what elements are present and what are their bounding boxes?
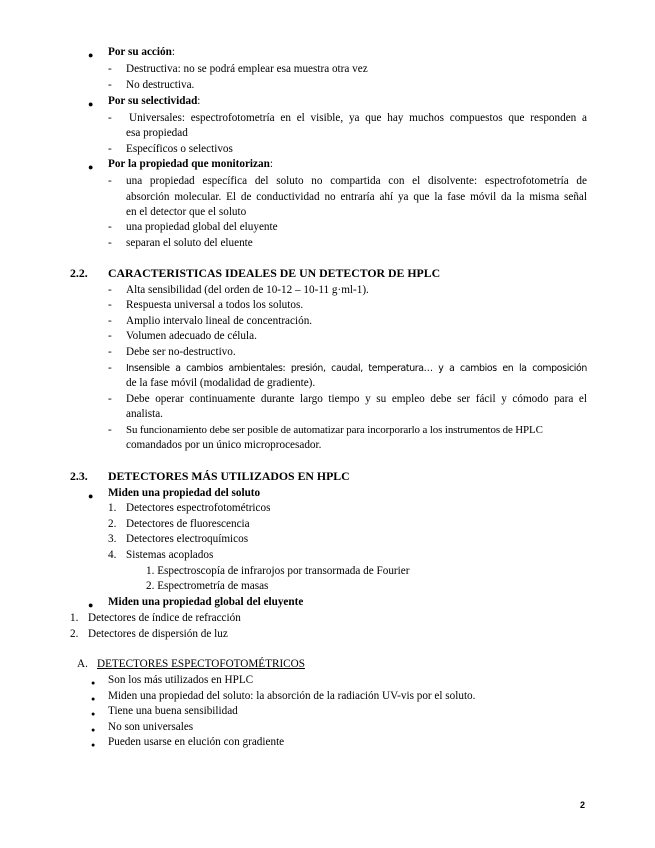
bullet-icon: ● <box>91 695 96 703</box>
section-title-selectividad: Por su selectividad: <box>108 95 201 107</box>
dash-icon: - <box>108 237 112 249</box>
list-item: Detectores de fluorescencia <box>126 518 250 530</box>
section-heading: CARACTERISTICAS IDEALES DE UN DETECTOR DE HPLC <box>108 266 441 280</box>
dash-icon: - <box>108 315 112 327</box>
bullet-icon: ● <box>88 491 94 501</box>
list-item-continuation: en el detector que el soluto <box>126 206 247 218</box>
list-number: 3. <box>108 533 117 545</box>
bullet-icon: ● <box>88 50 94 60</box>
list-item: separan el soluto del eluente <box>126 237 253 249</box>
list-item: Alta sensibilidad (del orden de 10-12 – 10-11 g·ml-1). <box>126 284 369 296</box>
subsection-title: Miden una propiedad global del eluyente <box>108 596 304 608</box>
list-item-continuation: esa propiedad <box>126 127 188 139</box>
dash-icon: - <box>108 330 112 342</box>
list-item: Miden una propiedad del soluto: la absorción de la radiación UV-vis por el soluto. <box>108 690 476 702</box>
section-heading: DETECTORES ESPECTOFOTOMÉTRICOS <box>97 658 305 670</box>
dash-icon: - <box>108 175 112 187</box>
dash-icon: - <box>108 221 112 233</box>
list-item-continuation: comandados por un único microprocesador. <box>126 439 322 451</box>
bullet-icon: ● <box>88 162 94 172</box>
list-item-continuation: absorción molecular. El de conductividad no entraría ahí ya que la fase móvil da la misma señal <box>126 191 587 203</box>
list-item: Respuesta universal a todos los solutos. <box>126 299 304 311</box>
bullet-icon: ● <box>88 99 94 109</box>
section-title-propiedad: Por la propiedad que monitorizan: <box>108 158 273 170</box>
list-item: Sistemas acoplados <box>126 549 214 561</box>
bullet-icon: ● <box>91 726 96 734</box>
list-item: Pueden usarse en elución con gradiente <box>108 736 285 748</box>
list-item-continuation: analista. <box>126 408 163 420</box>
list-item: Son los más utilizados en HPLC <box>108 674 254 686</box>
list-item: Debe ser no-destructivo. <box>126 346 236 358</box>
list-item: Destructiva: no se podrá emplear esa muestra otra vez <box>126 63 368 75</box>
dash-icon: - <box>108 63 112 75</box>
list-number: 4. <box>108 549 117 561</box>
list-number: 1. <box>70 612 79 624</box>
list-item: Su funcionamiento debe ser posible de automatizar para incorporarlo a los instrumentos de HPLC <box>126 424 543 436</box>
list-item: Debe operar continuamente durante largo tiempo y su empleo debe ser fácil y cómodo para el <box>126 393 587 405</box>
list-number: 2. <box>108 518 117 530</box>
dash-icon: - <box>108 424 112 436</box>
dash-icon: - <box>108 79 112 91</box>
bullet-icon: ● <box>88 600 94 610</box>
dash-icon: - <box>108 112 112 124</box>
dash-icon: - <box>108 284 112 296</box>
dash-icon: - <box>108 362 112 374</box>
list-item: Insensible a cambios ambientales: presión, caudal, temperatura… y a cambios en la composición <box>126 363 587 374</box>
section-number: 2.3. <box>70 469 88 483</box>
list-item-continuation: de la fase móvil (modalidad de gradiente). <box>126 377 316 389</box>
sublist-item: 2. Espectrometría de masas <box>146 580 269 592</box>
bullet-icon: ● <box>91 741 96 749</box>
dash-icon: - <box>108 393 112 405</box>
dash-icon: - <box>108 299 112 311</box>
page-number: 2 <box>580 800 586 810</box>
list-item: Amplio intervalo lineal de concentración. <box>126 315 313 327</box>
sublist-item: 1. Espectroscopía de infrarojos por transormada de Fourier <box>146 565 410 577</box>
list-item: No destructiva. <box>126 79 195 91</box>
list-item: una propiedad global del eluyente <box>126 221 278 233</box>
dash-icon: - <box>108 346 112 358</box>
list-item: Tiene una buena sensibilidad <box>108 705 238 717</box>
list-item: Detectores de dispersión de luz <box>88 628 228 640</box>
subsection-title: Miden una propiedad del soluto <box>108 487 261 499</box>
bullet-icon: ● <box>91 710 96 718</box>
list-item: Específicos o selectivos <box>126 143 233 155</box>
list-number: 1. <box>108 502 117 514</box>
bullet-icon: ● <box>91 679 96 687</box>
section-number: 2.2. <box>70 266 88 280</box>
list-item: Volumen adecuado de célula. <box>126 330 257 342</box>
section-letter: A. <box>77 658 88 670</box>
list-item: No son universales <box>108 721 194 733</box>
dash-icon: - <box>108 143 112 155</box>
list-item: Detectores electroquímicos <box>126 533 249 545</box>
section-title-accion: Por su acción: <box>108 46 175 58</box>
section-heading: DETECTORES MÁS UTILIZADOS EN HPLC <box>108 469 350 483</box>
list-item: Detectores de índice de refracción <box>88 612 241 624</box>
list-number: 2. <box>70 628 79 640</box>
list-item: una propiedad específica del soluto no compartida con el disolvente: espectrofotometría de <box>126 175 587 187</box>
list-item: Detectores espectrofotométricos <box>126 502 271 514</box>
list-item: Universales: espectrofotometría en el visible, ya que hay muchos compuestos que responden a <box>129 112 587 124</box>
